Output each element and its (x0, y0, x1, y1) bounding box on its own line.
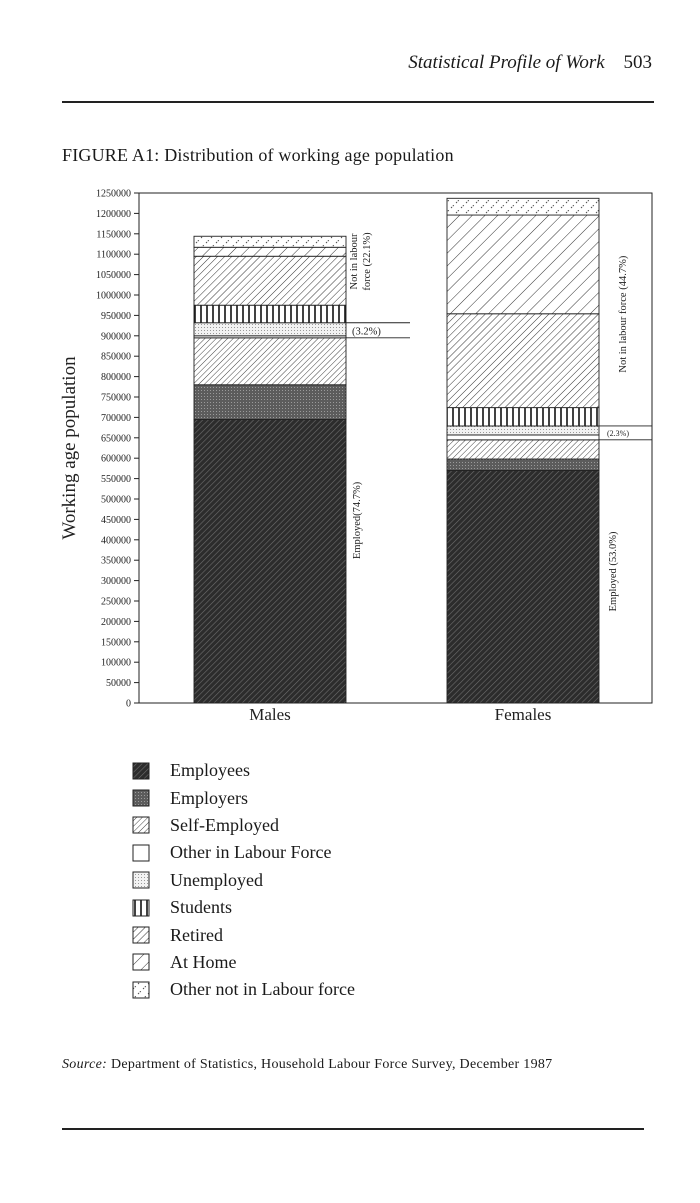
bar-segment (447, 215, 599, 314)
legend-item (132, 784, 355, 811)
legend-swatch (132, 762, 150, 780)
y-tick-label: 650000 (101, 433, 131, 445)
bar-segment (194, 256, 346, 305)
legend-swatch (132, 926, 150, 944)
source-text: Department of Statistics, Household Labour Force Survey, December 1987 (110, 1057, 553, 1072)
y-tick-label: 750000 (101, 392, 131, 404)
legend-swatch (132, 816, 150, 834)
y-tick-label: 200000 (101, 616, 131, 628)
legend-label: Retired (170, 924, 223, 945)
x-category-label: Females (494, 705, 552, 724)
running-title: Statistical Profile of Work (408, 52, 605, 73)
annotation-employed-males: Employed(74.7%) (352, 481, 363, 560)
y-tick-label: 550000 (101, 474, 131, 486)
bar-segment (447, 426, 599, 435)
legend-item (132, 867, 355, 894)
figure-title: FIGURE A1: Distribution of working age population (62, 145, 454, 165)
legend-swatch (132, 871, 150, 889)
y-tick-label: 1000000 (96, 290, 131, 302)
bar-segment (447, 435, 599, 440)
legend-swatch (132, 953, 150, 971)
bar-segment (194, 305, 346, 323)
bar-segment (447, 440, 599, 459)
bar-segment (447, 459, 599, 470)
y-tick-label: 1150000 (96, 229, 131, 241)
y-tick-label: 100000 (101, 657, 131, 669)
y-tick-label: 800000 (101, 372, 131, 384)
y-tick-label: 500000 (101, 494, 131, 506)
y-tick-label: 1200000 (96, 208, 131, 220)
legend-item (132, 949, 355, 976)
legend-label: Students (170, 897, 233, 918)
bar-segment (447, 408, 599, 426)
y-tick-label: 1100000 (96, 249, 131, 261)
annotation-unemployed-share-males: (3.2%) (352, 326, 381, 338)
legend-label: Other in Labour Force (170, 842, 332, 863)
y-tick-label: 300000 (101, 576, 131, 588)
page-number: 503 (623, 52, 652, 73)
bottom-rule (62, 1128, 644, 1130)
y-tick-label: 350000 (101, 555, 131, 567)
bar-segment (194, 385, 346, 420)
y-tick-label: 400000 (101, 535, 131, 547)
y-tick-label: 600000 (101, 453, 131, 465)
source-label: Source: (62, 1057, 108, 1072)
legend-item (132, 839, 355, 866)
annotation-employed-females: Employed (53.0%) (608, 531, 619, 612)
y-tick-label: 50000 (106, 678, 131, 690)
legend-item (132, 976, 355, 1003)
y-tick-label: 250000 (101, 596, 131, 608)
legend-swatch (132, 899, 150, 917)
legend-label: Employers (170, 787, 248, 808)
bar-segment (194, 247, 346, 256)
y-tick-label: 900000 (101, 331, 131, 343)
legend-label: Unemployed (170, 869, 263, 890)
y-tick-label: 1250000 (96, 188, 131, 200)
y-tick-label: 700000 (101, 412, 131, 424)
y-tick-label: 950000 (101, 310, 131, 322)
legend-item (132, 921, 355, 948)
source-note (62, 1057, 552, 1073)
x-category-label: Males (249, 705, 291, 724)
bar-segment (194, 419, 346, 703)
legend-item (132, 757, 355, 784)
legend-swatch (132, 981, 150, 999)
chart-legend (132, 757, 355, 1004)
bar-segment (194, 236, 346, 247)
legend-item (132, 894, 355, 921)
bar-segment (447, 198, 599, 215)
legend-label: Other not in Labour force (170, 979, 355, 1000)
y-tick-label: 450000 (101, 514, 131, 526)
y-tick-label: 0 (126, 698, 131, 710)
legend-item (132, 812, 355, 839)
annotation-notinlabour-males: Not in labour (349, 233, 360, 290)
legend-label: At Home (170, 951, 237, 972)
y-tick-label: 1050000 (96, 270, 131, 282)
y-tick-label: 850000 (101, 351, 131, 363)
y-tick-label: 150000 (101, 637, 131, 649)
legend-swatch (132, 844, 150, 862)
legend-label: Self-Employed (170, 814, 279, 835)
y-axis-title: Working age population (59, 356, 80, 540)
annotation-unemployed-share-females: (2.3%) (607, 428, 629, 438)
bar-segment (447, 314, 599, 408)
legend-label: Employees (170, 760, 250, 781)
bar-segment (194, 338, 346, 385)
bar-segment (194, 323, 346, 336)
bar-segment (447, 470, 599, 703)
annotation-notinlabour-males: force (22.1%) (362, 232, 373, 291)
annotation-notinlabour-females: Not in labour force (44.7%) (618, 255, 629, 373)
legend-swatch (132, 789, 150, 807)
